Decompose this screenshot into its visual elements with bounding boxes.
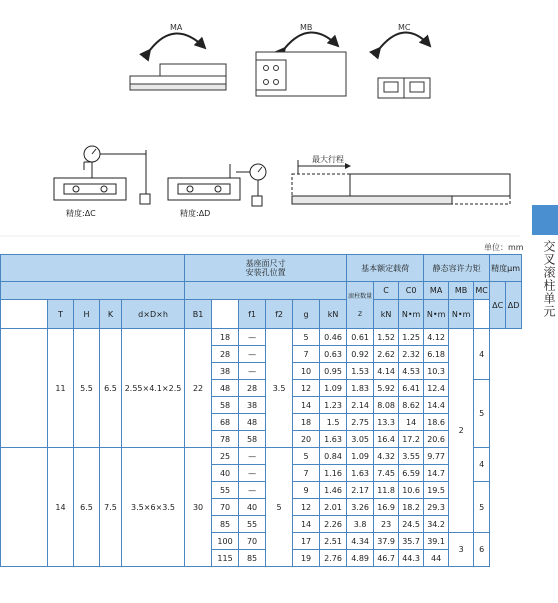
c0-cell: 1.09 [347, 448, 374, 465]
h-cell: 6.5 [74, 448, 100, 567]
dd-cell: 5 [474, 482, 490, 533]
row-blank-cell [1, 329, 48, 448]
z-cell: 20 [293, 431, 320, 448]
f1-cell: — [239, 482, 266, 499]
row-blank-cell [1, 448, 48, 567]
f1-cell: 58 [239, 431, 266, 448]
moment-a-diagram [130, 23, 226, 90]
mc-cell: 12.4 [424, 380, 449, 397]
precision-d-label: 精度:ΔD [180, 209, 211, 218]
mc-header: MC [474, 282, 490, 300]
mb-cell: 2.32 [399, 346, 424, 363]
l-cell: 28 [212, 346, 239, 363]
f1-cell: — [239, 363, 266, 380]
c0-cell: 2.17 [347, 482, 374, 499]
max-stroke-label: 最大行程 [312, 155, 344, 164]
c-cell: 1.5 [320, 414, 347, 431]
k-cell: 7.5 [100, 448, 122, 567]
c0-cell: 0.61 [347, 329, 374, 346]
mc-cell: 19.5 [424, 482, 449, 499]
mb-unit: N•m [424, 300, 449, 329]
mc-cell: 34.2 [424, 516, 449, 533]
dd-cell: 4 [474, 448, 490, 482]
b1-header: B1 [185, 300, 212, 329]
mb-cell: 4.53 [399, 363, 424, 380]
f1-cell: — [239, 448, 266, 465]
z-cell: 14 [293, 516, 320, 533]
ma-label: MA [170, 23, 183, 32]
mb-cell: 8.62 [399, 397, 424, 414]
c0-cell: 1.63 [347, 465, 374, 482]
t-cell: 14 [48, 448, 74, 567]
mc-cell: 9.77 [424, 448, 449, 465]
mc-label: MC [398, 23, 411, 32]
ma-cell: 16.9 [374, 499, 399, 516]
l-cell: 100 [212, 533, 239, 550]
ddh-cell: 3.5×6×3.5 [122, 448, 185, 567]
ma-header: MA [424, 282, 449, 300]
f1-cell: 40 [239, 499, 266, 516]
z-cell: 10 [293, 363, 320, 380]
h-cell: 5.5 [74, 329, 100, 448]
mb-cell: 1.25 [399, 329, 424, 346]
mc-cell: 44 [424, 550, 449, 567]
moment-c-diagram [378, 23, 430, 98]
technical-diagrams [0, 0, 520, 240]
l-cell: 58 [212, 397, 239, 414]
precision-c-diagram [54, 146, 150, 218]
f1-cell: 70 [239, 533, 266, 550]
z-cell: 5 [293, 448, 320, 465]
c-cell: 0.63 [320, 346, 347, 363]
precision-d-diagram [168, 164, 266, 218]
z-cell: 19 [293, 550, 320, 567]
l-cell: 115 [212, 550, 239, 567]
basic-load-header: 基本额定载荷 [347, 255, 424, 282]
max-stroke-diagram [292, 154, 510, 204]
l-cell: 70 [212, 499, 239, 516]
ma-cell: 23 [374, 516, 399, 533]
mb-cell: 6.41 [399, 380, 424, 397]
mb-cell: 6.59 [399, 465, 424, 482]
ma-cell: 16.4 [374, 431, 399, 448]
mc-cell: 10.3 [424, 363, 449, 380]
f1-header: f1 [239, 300, 266, 329]
k-header: K [100, 300, 122, 329]
mc-cell: 14.7 [424, 465, 449, 482]
c0-cell: 1.83 [347, 380, 374, 397]
ma-cell: 4.14 [374, 363, 399, 380]
c-cell: 0.95 [320, 363, 347, 380]
f1-cell: — [239, 346, 266, 363]
l-cell: 68 [212, 414, 239, 431]
mc-unit: N•m [449, 300, 474, 329]
spec-table [0, 254, 522, 567]
c0-cell: 3.05 [347, 431, 374, 448]
z-cell: 14 [293, 397, 320, 414]
h-header: H [74, 300, 100, 329]
c-cell: 2.26 [320, 516, 347, 533]
static-moment-header: 静态容许力矩 [424, 255, 490, 282]
ma-cell: 37.9 [374, 533, 399, 550]
c-cell: 2.76 [320, 550, 347, 567]
c0-cell: 0.92 [347, 346, 374, 363]
mc-cell: 4.12 [424, 329, 449, 346]
l-cell: 40 [212, 465, 239, 482]
mb-cell: 24.5 [399, 516, 424, 533]
header-row-1 [1, 255, 522, 282]
l-cell: 38 [212, 363, 239, 380]
mc-cell: 20.6 [424, 431, 449, 448]
mb-cell: 18.2 [399, 499, 424, 516]
g-cell: 3.5 [266, 329, 293, 448]
precision-c-label: 精度:ΔC [66, 209, 96, 218]
c-cell: 1.63 [320, 431, 347, 448]
g-cell: 5 [266, 448, 293, 567]
c-cell: 1.46 [320, 482, 347, 499]
mb-header: MB [449, 282, 474, 300]
l-cell: 48 [212, 380, 239, 397]
f1-cell: 48 [239, 414, 266, 431]
c0-cell: 2.75 [347, 414, 374, 431]
z-cell: 5 [293, 329, 320, 346]
c-cell: 0.46 [320, 329, 347, 346]
f1-cell: 55 [239, 516, 266, 533]
dd-header: ΔD [506, 282, 522, 329]
c0-cell: 1.53 [347, 363, 374, 380]
l-cell: 85 [212, 516, 239, 533]
mount-dims-header: 基座面尺寸 安装孔位置 [185, 255, 347, 282]
g-header: g [293, 300, 320, 329]
ma-cell: 4.32 [374, 448, 399, 465]
c-cell: 2.01 [320, 499, 347, 516]
roller-count-header: 滚柱数量 Z [347, 282, 374, 329]
moment-b-diagram [256, 23, 346, 96]
z-cell: 7 [293, 465, 320, 482]
dc-header: ΔC [490, 282, 506, 329]
c-cell: 1.23 [320, 397, 347, 414]
mc-cell: 18.6 [424, 414, 449, 431]
dc-cell: 2 [449, 329, 474, 533]
c-cell: 2.51 [320, 533, 347, 550]
ddh-header: d×D×h [122, 300, 185, 329]
header-row-3 [1, 300, 522, 329]
mb-cell: 35.7 [399, 533, 424, 550]
c0-unit: kN [374, 300, 399, 329]
f1-cell: — [239, 465, 266, 482]
mb-cell: 44.3 [399, 550, 424, 567]
ma-cell: 11.8 [374, 482, 399, 499]
table-body [1, 329, 522, 567]
mc-cell: 29.3 [424, 499, 449, 516]
c-cell: 0.84 [320, 448, 347, 465]
section-title: 交叉滚柱单元 [542, 240, 556, 318]
mb-cell: 3.55 [399, 448, 424, 465]
f1-cell: 38 [239, 397, 266, 414]
l-cell: 55 [212, 482, 239, 499]
c0-cell: 2.14 [347, 397, 374, 414]
f2-header: f2 [266, 300, 293, 329]
ma-unit: N•m [399, 300, 424, 329]
ma-cell: 1.52 [374, 329, 399, 346]
z-cell: 12 [293, 499, 320, 516]
l-cell: 18 [212, 329, 239, 346]
c0-header: C0 [399, 282, 424, 300]
ddh-cell: 2.55×4.1×2.5 [122, 329, 185, 448]
mb-cell: 10.6 [399, 482, 424, 499]
c-cell: 1.16 [320, 465, 347, 482]
mb-cell: 14 [399, 414, 424, 431]
table-row [1, 329, 522, 346]
mc-cell: 6.18 [424, 346, 449, 363]
header-row-2 [1, 282, 522, 300]
b1-cell: 30 [185, 448, 212, 567]
dd-cell: 6 [474, 533, 490, 567]
dc-cell: 3 [449, 533, 474, 567]
ma-cell: 2.62 [374, 346, 399, 363]
unit-label: 单位：mm [484, 243, 524, 252]
mc-cell: 14.4 [424, 397, 449, 414]
ma-cell: 13.3 [374, 414, 399, 431]
z-cell: 18 [293, 414, 320, 431]
z-cell: 17 [293, 533, 320, 550]
l-cell: 78 [212, 431, 239, 448]
mc-cell: 39.1 [424, 533, 449, 550]
z-cell: 7 [293, 346, 320, 363]
c-unit: kN [320, 300, 347, 329]
mb-cell: 17.2 [399, 431, 424, 448]
f1-cell: 28 [239, 380, 266, 397]
c0-cell: 3.8 [347, 516, 374, 533]
f1-cell: 85 [239, 550, 266, 567]
ma-cell: 46.7 [374, 550, 399, 567]
t-cell: 11 [48, 329, 74, 448]
c0-cell: 3.26 [347, 499, 374, 516]
z-cell: 12 [293, 380, 320, 397]
ma-cell: 5.92 [374, 380, 399, 397]
ma-cell: 8.08 [374, 397, 399, 414]
l-cell: 25 [212, 448, 239, 465]
z-cell: 9 [293, 482, 320, 499]
b1-cell: 22 [185, 329, 212, 448]
table-row [1, 448, 522, 465]
k-cell: 6.5 [100, 329, 122, 448]
c0-cell: 4.89 [347, 550, 374, 567]
mb-label: MB [300, 23, 313, 32]
precision-header: 精度μm [490, 255, 522, 282]
ma-cell: 7.45 [374, 465, 399, 482]
c-cell: 1.09 [320, 380, 347, 397]
f1-cell: — [239, 329, 266, 346]
c-header: C [374, 282, 399, 300]
t-header: T [48, 300, 74, 329]
section-tab [532, 205, 558, 235]
dd-cell: 4 [474, 329, 490, 380]
c0-cell: 4.34 [347, 533, 374, 550]
dd-cell: 5 [474, 380, 490, 448]
